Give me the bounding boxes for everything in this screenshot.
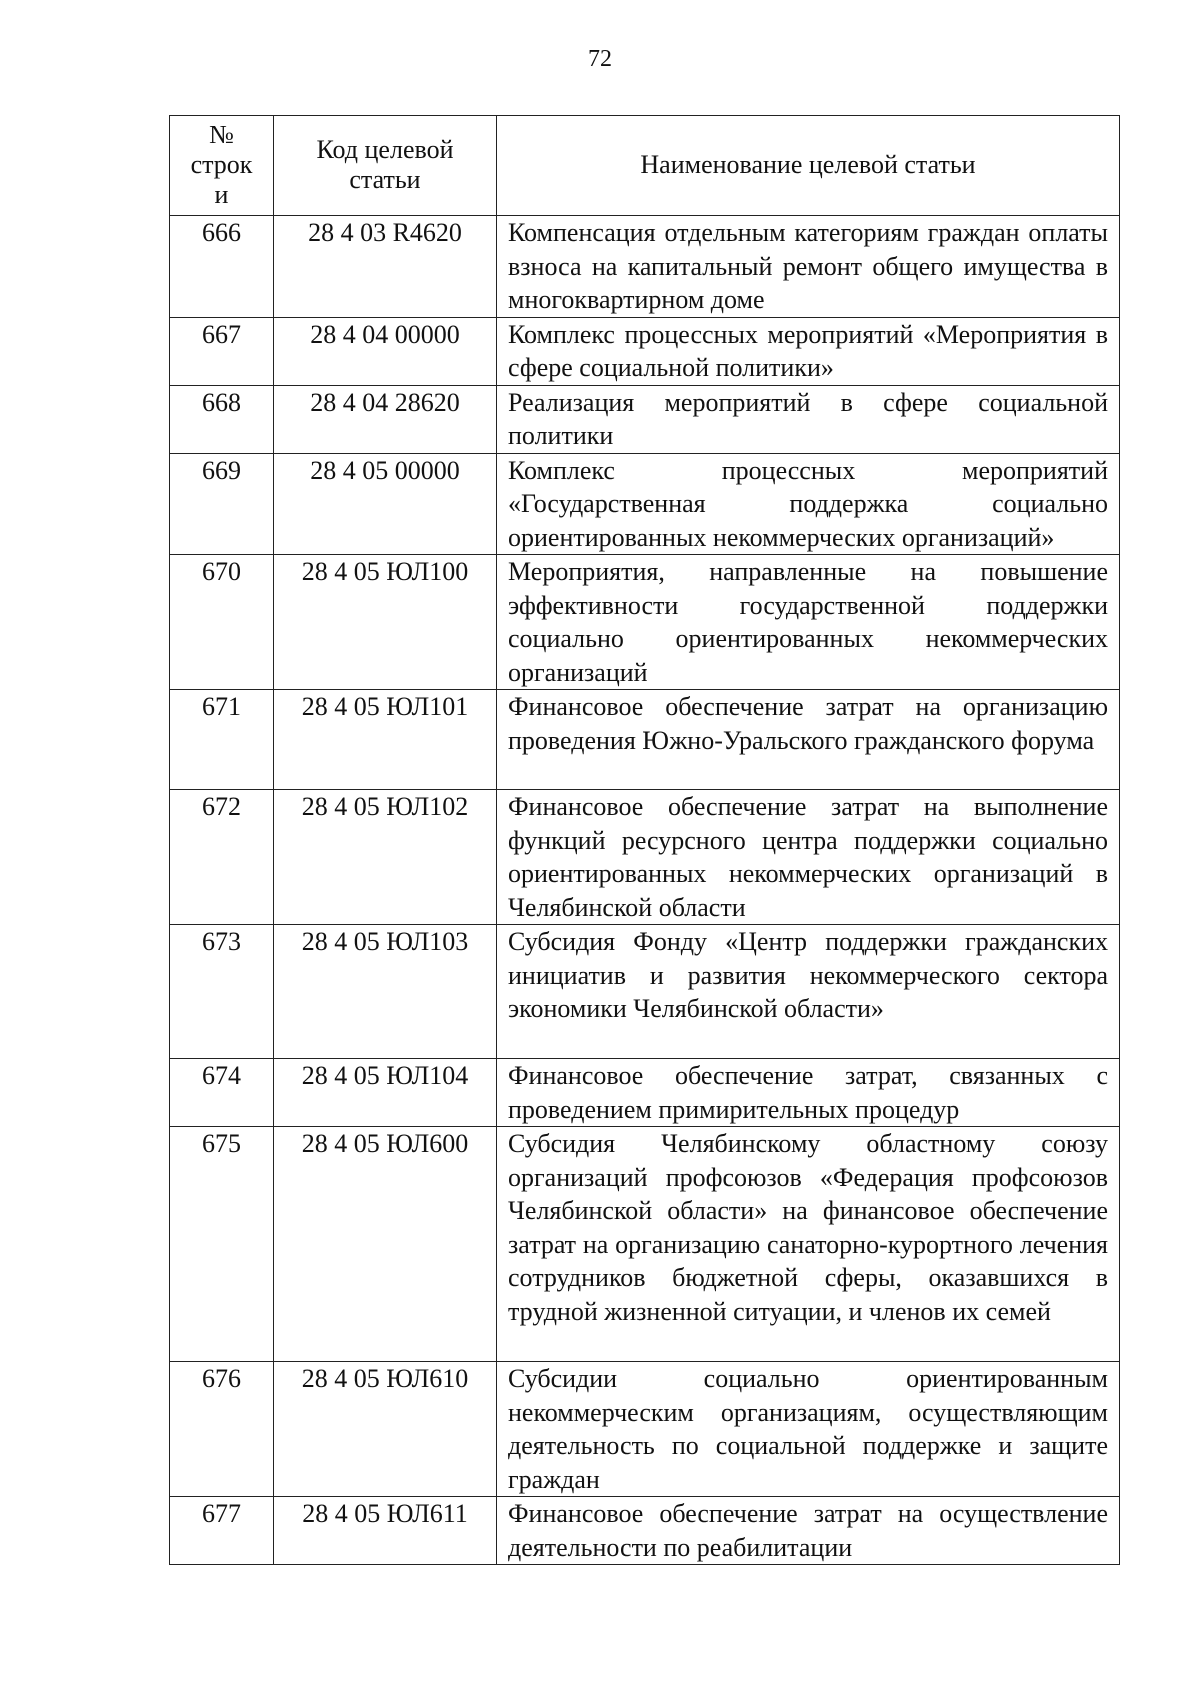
- row-code: 28 4 05 ЮЛ600: [274, 1127, 497, 1362]
- table-row: [170, 1127, 1120, 1362]
- row-number: 676: [170, 1362, 274, 1497]
- header-name: Наименование целевой статьи: [497, 116, 1120, 216]
- table-row: [170, 385, 1120, 453]
- row-code: 28 4 04 28620: [274, 385, 497, 453]
- row-number: 667: [170, 317, 274, 385]
- row-code: 28 4 05 ЮЛ610: [274, 1362, 497, 1497]
- table-row: [170, 925, 1120, 1059]
- row-number: 675: [170, 1127, 274, 1362]
- row-code: 28 4 04 00000: [274, 317, 497, 385]
- table-row: [170, 453, 1120, 555]
- table-row: [170, 317, 1120, 385]
- row-name: Субсидия Фонду «Центр поддержки гражданских инициатив и развития некоммерческого сектора экономики Челябинской области»: [497, 925, 1120, 1059]
- table-row: [170, 1059, 1120, 1127]
- row-code: 28 4 03 R4620: [274, 216, 497, 318]
- row-name: Финансовое обеспечение затрат, связанных с проведением примирительных процедур: [497, 1059, 1120, 1127]
- table-body: [170, 216, 1120, 1565]
- row-number: 668: [170, 385, 274, 453]
- row-number: 670: [170, 555, 274, 690]
- row-number: 666: [170, 216, 274, 318]
- row-name: Субсидия Челябинскому областному союзу организаций профсоюзов «Федерация профсоюзов Челябинской области» на финансовое обеспечение затрат на организацию санаторно-курортного лечения сотрудников бюджетной сферы, оказавшихся в трудной жизненной ситуации, и членов их семей: [497, 1127, 1120, 1362]
- row-code: 28 4 05 ЮЛ101: [274, 690, 497, 790]
- row-name: Финансовое обеспечение затрат на осуществление деятельности по реабилитации: [497, 1497, 1120, 1565]
- row-number: 669: [170, 453, 274, 555]
- row-code: 28 4 05 ЮЛ100: [274, 555, 497, 690]
- table-row: [170, 790, 1120, 925]
- table-row: [170, 1497, 1120, 1565]
- row-number: 671: [170, 690, 274, 790]
- row-name: Компенсация отдельным категориям граждан оплаты взноса на капитальный ремонт общего имущества в многоквартирном доме: [497, 216, 1120, 318]
- row-code: 28 4 05 ЮЛ102: [274, 790, 497, 925]
- row-name: Комплекс процессных мероприятий «Государственная поддержка социально ориентированных некоммерческих организаций»: [497, 453, 1120, 555]
- row-number: 677: [170, 1497, 274, 1565]
- header-code: Код целевой статьи: [274, 116, 497, 216]
- row-name: Финансовое обеспечение затрат на организацию проведения Южно-Уральского гражданского форума: [497, 690, 1120, 790]
- table-row: [170, 216, 1120, 318]
- table-row: [170, 555, 1120, 690]
- row-number: 672: [170, 790, 274, 925]
- row-name: Финансовое обеспечение затрат на выполнение функций ресурсного центра поддержки социально ориентированных некоммерческих организаций в Челябинской области: [497, 790, 1120, 925]
- row-number: 674: [170, 1059, 274, 1127]
- row-code: 28 4 05 ЮЛ104: [274, 1059, 497, 1127]
- target-articles-table: [169, 115, 1120, 1565]
- row-code: 28 4 05 ЮЛ611: [274, 1497, 497, 1565]
- row-name: Комплекс процессных мероприятий «Мероприятия в сфере социальной политики»: [497, 317, 1120, 385]
- row-code: 28 4 05 00000: [274, 453, 497, 555]
- row-code: 28 4 05 ЮЛ103: [274, 925, 497, 1059]
- header-row-no: № строк и: [170, 116, 274, 216]
- table-row: [170, 690, 1120, 790]
- row-name: Реализация мероприятий в сфере социальной политики: [497, 385, 1120, 453]
- table-row: [170, 1362, 1120, 1497]
- row-name: Мероприятия, направленные на повышение эффективности государственной поддержки социально ориентированных некоммерческих организаций: [497, 555, 1120, 690]
- row-name: Субсидии социально ориентированным некоммерческим организациям, осуществляющим деятельность по социальной поддержке и защите граждан: [497, 1362, 1120, 1497]
- row-number: 673: [170, 925, 274, 1059]
- table-header-row: [170, 116, 1120, 216]
- page-number: 72: [588, 46, 612, 72]
